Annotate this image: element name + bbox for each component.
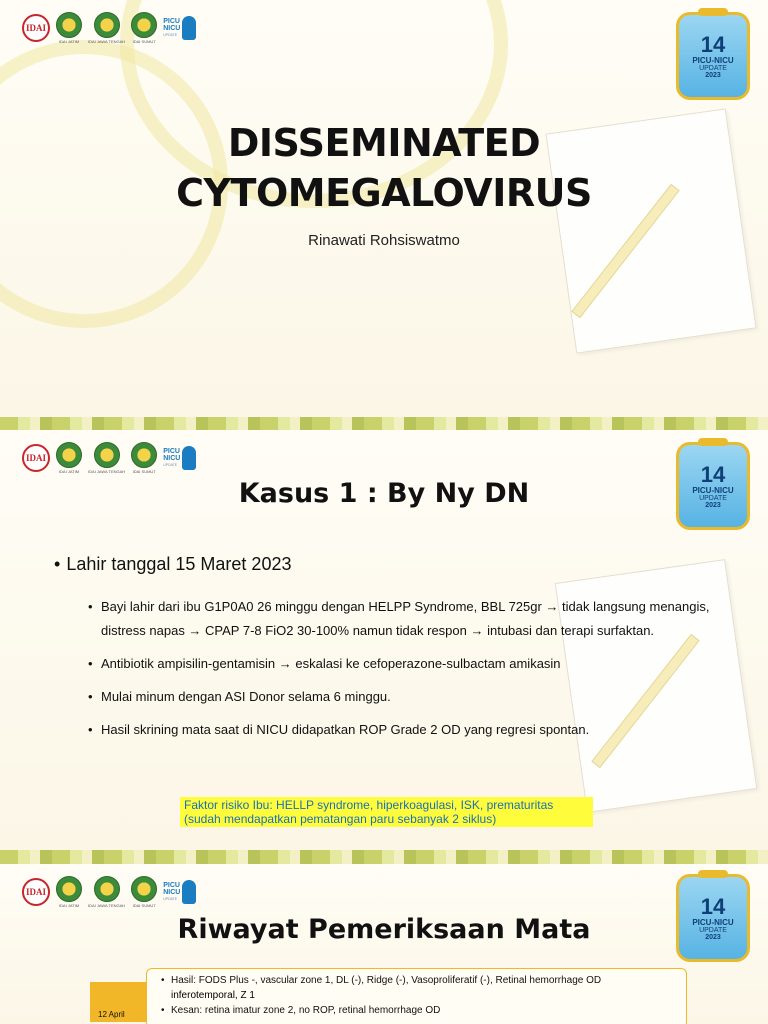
slide-divider (0, 417, 768, 430)
seal-logo-3: IDAI SUMUT (131, 876, 157, 908)
slide-eye-exam (0, 864, 768, 1024)
seal-logo-2: IDAI JAWA TENGAH (88, 12, 125, 44)
birth-date-bullet: • Lahir tanggal 15 Maret 2023 (54, 554, 291, 575)
slide-case (0, 430, 768, 850)
idai-logo: IDAI (22, 878, 50, 906)
child-figure-icon (182, 16, 196, 40)
list-item: • Kesan: retina imatur zone 2, no ROP, retinal hemorrhage OD (161, 1003, 676, 1018)
slide-title (0, 0, 768, 417)
list-item: • Antibiotik ampisilin-gentamisin → eskalasi ke cefoperazone-sulbactam amikasin (88, 652, 728, 676)
list-item: • Hasil: FODS Plus -, vascular zone 1, DL (-), Ridge (-), Vasoproliferatif (-), Retinal hemorrhage OD (161, 973, 676, 988)
case-title: Kasus 1 : By Ny DN (238, 478, 530, 509)
timeline-date: 12 April (98, 1010, 125, 1019)
list-item: • Bayi lahir dari ibu G1P0A0 26 minggu dengan HELPP Syndrome, BBL 725gr → tidak langsung menangis, distress napas → CPAP 7-8 FiO2 30-100% namun tidak respon → intubasi dan terapi surfaktan. (88, 595, 728, 643)
case-details-list (88, 595, 728, 751)
child-figure-icon (182, 880, 196, 904)
sponsor-logos (22, 876, 196, 908)
seal-logo-1: IDAI JATIM (56, 12, 82, 44)
idai-logo: IDAI (22, 14, 50, 42)
picu-nicu-logo: PICU NICU UPDATE (163, 880, 196, 904)
author-name: Rinawati Rohsiswatmo (308, 232, 460, 249)
risk-factor-note: Faktor risiko Ibu: HELLP syndrome, hiperkoagulasi, ISK, prematuritas (sudah mendapatkan pematangan paru sebanyak 2 siklus) (180, 797, 593, 827)
child-figure-icon (182, 446, 196, 470)
list-item: • Mulai minum dengan ASI Donor selama 6 minggu. (88, 685, 728, 709)
eye-exam-title: Riwayat Pemeriksaan Mata (177, 914, 591, 945)
slide-divider (0, 850, 768, 864)
event-badge: 14 PICU-NICU UPDATE 2023 (676, 874, 750, 962)
sponsor-logos (22, 442, 196, 474)
slide-title-heading: DISSEMINATED CYTOMEGALOVIRUS (176, 121, 592, 215)
seal-logo-3: IDAI SUMUT (131, 12, 157, 44)
idai-logo: IDAI (22, 444, 50, 472)
event-badge: 14 PICU-NICU UPDATE 2023 (676, 12, 750, 100)
list-item-continuation: inferotemporal, Z 1 (171, 990, 255, 1001)
exam-result-box (146, 968, 687, 1024)
seal-logo-1: IDAI JATIM (56, 442, 82, 474)
seal-logo-2: IDAI JAWA TENGAH (88, 442, 125, 474)
picu-nicu-logo: PICU NICU UPDATE (163, 446, 196, 470)
picu-nicu-logo: PICU NICU UPDATE (163, 16, 196, 40)
event-badge: 14 PICU-NICU UPDATE 2023 (676, 442, 750, 530)
list-item: • Hasil skrining mata saat di NICU didapatkan ROP Grade 2 OD yang regresi spontan. (88, 718, 728, 742)
seal-logo-1: IDAI JATIM (56, 876, 82, 908)
sponsor-logos (22, 12, 196, 44)
seal-logo-2: IDAI JAWA TENGAH (88, 876, 125, 908)
seal-logo-3: IDAI SUMUT (131, 442, 157, 474)
